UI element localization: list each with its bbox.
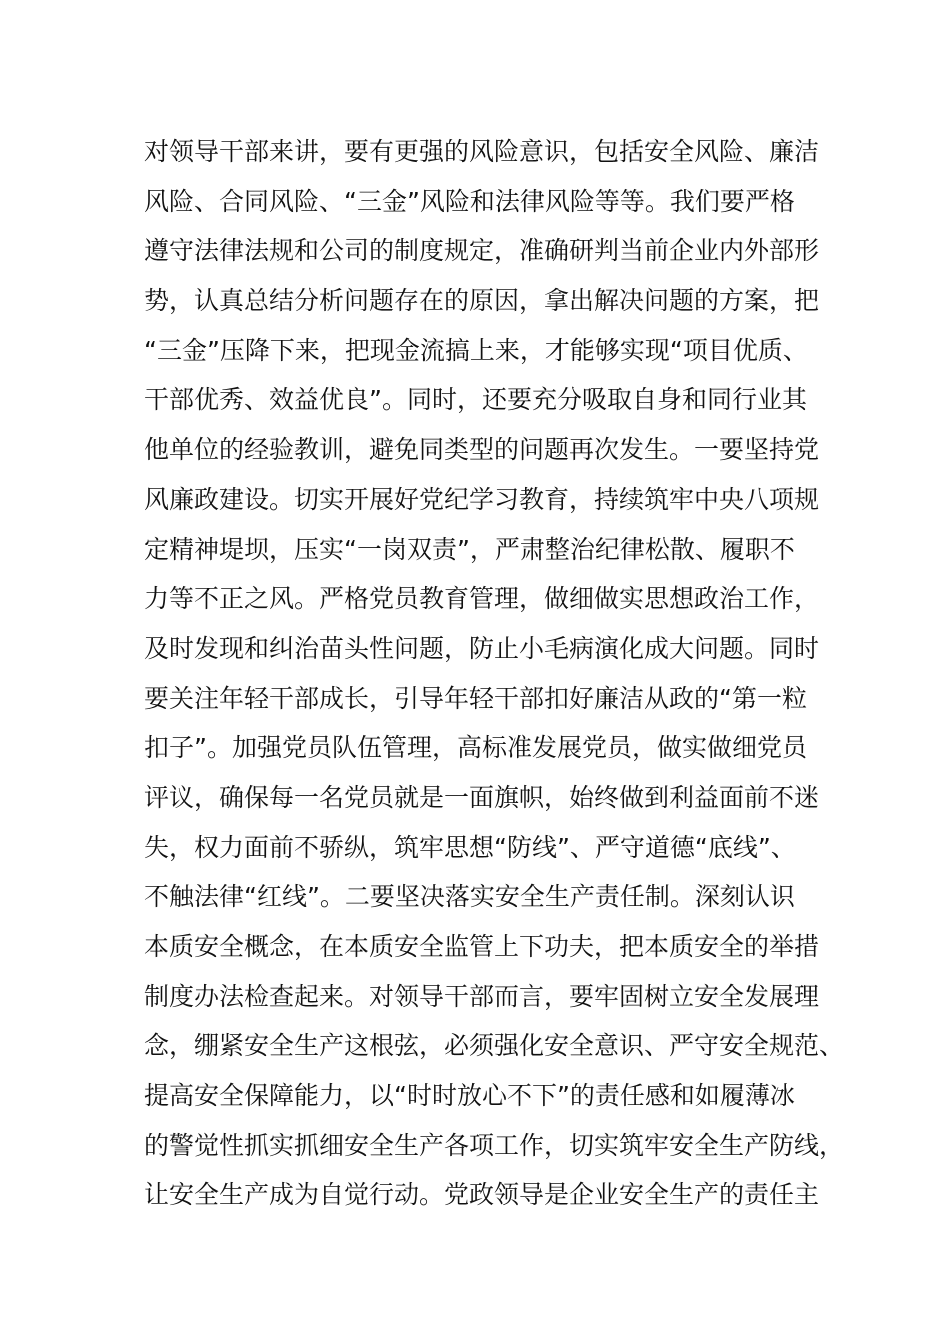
text-line: 本质安全概念，在本质安全监管上下功夫，把本质安全的举措 bbox=[144, 932, 820, 961]
text-line: 提高安全保障能力，以“时时放心不下”的责任感和如履薄冰 bbox=[144, 1081, 795, 1111]
text-line: “三金”压降下来，把现金流搞上来，才能够实现“项目优质、 bbox=[144, 335, 808, 365]
text-line: 定精神堤坝，压实“一岗双责”，严肃整治纪律松散、履职不 bbox=[144, 534, 795, 564]
text-line: 势，认真总结分析问题存在的原因，拿出解决问题的方案，把 bbox=[144, 286, 820, 316]
text-line: 制度办法检查起来。对领导干部而言，要牢固树立安全发展理 bbox=[144, 981, 820, 1011]
text-line: 评议，确保每一名党员就是一面旗帜，始终做到利益面前不迷 bbox=[144, 782, 820, 812]
text-line: 风廉政建设。切实开展好党纪学习教育，持续筑牢中央八项规 bbox=[144, 484, 820, 514]
text-line: 遵守法律法规和公司的制度规定，准确研判当前企业内外部形 bbox=[144, 236, 820, 266]
text-line: 念，绷紧安全生产这根弦，必须强化安全意识、严守安全规范、 bbox=[144, 1031, 845, 1061]
text-line: 让安全生产成为自觉行动。党政领导是企业安全生产的责任主 bbox=[144, 1180, 820, 1210]
text-line: 不触法律“红线”。二要坚决落实安全生产责任制。深刻认识 bbox=[144, 882, 795, 912]
text-line: 失，权力面前不骄纵，筑牢思想“防线”、严守道德“底线”、 bbox=[144, 832, 796, 862]
text-line: 扣子”。加强党员队伍管理，高标准发展党员，做实做细党员 bbox=[144, 733, 807, 763]
text-line: 对领导干部来讲，要有更强的风险意识，包括安全风险、廉洁 bbox=[144, 137, 820, 166]
text-line: 及时发现和纠治苗头性问题，防止小毛病演化成大问题。同时 bbox=[144, 633, 820, 663]
text-line: 他单位的经验教训，避免同类型的问题再次发生。一要坚持党 bbox=[144, 435, 820, 465]
text-line: 风险、合同风险、“三金”风险和法律风险等等。我们要严格 bbox=[144, 186, 795, 216]
text-line: 要关注年轻干部成长，引导年轻干部扣好廉洁从政的“第一粒 bbox=[144, 683, 807, 713]
body-paragraph bbox=[144, 127, 844, 1220]
text-line: 的警觉性抓实抓细安全生产各项工作，切实筑牢安全生产防线， bbox=[144, 1130, 845, 1160]
text-line: 力等不正之风。严格党员教育管理，做细做实思想政治工作， bbox=[144, 584, 820, 614]
text-line: 干部优秀、效益优良”。同时，还要充分吸取自身和同行业其 bbox=[144, 385, 807, 415]
